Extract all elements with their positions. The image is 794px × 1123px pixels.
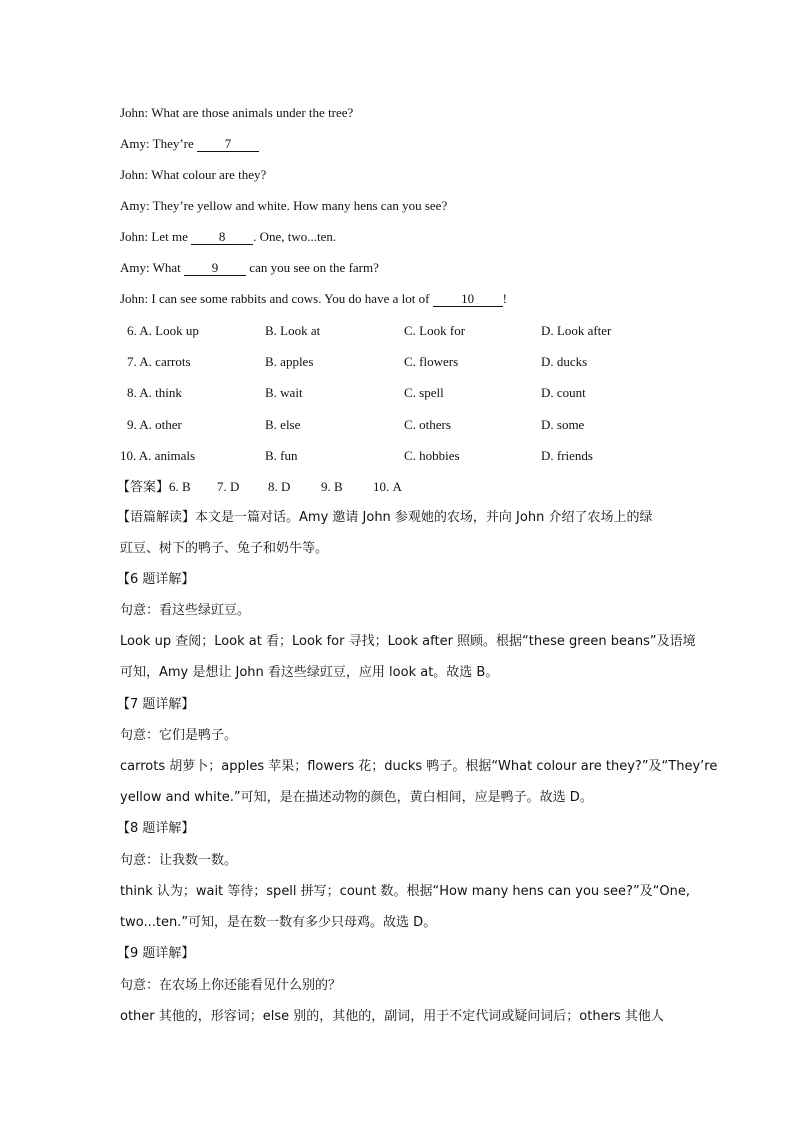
dialogue-text: They’re yellow and white. How many hens can you see? xyxy=(149,198,448,213)
q6-explanation-1 xyxy=(120,633,696,651)
dialogue-text: . One, two...ten. xyxy=(253,229,337,244)
options-row-7 xyxy=(127,353,687,371)
sentence-meaning: 句意：看这些绿豇豆。 xyxy=(120,603,251,618)
blank-number: 9 xyxy=(211,260,219,275)
answer-item: 8. D xyxy=(268,479,291,494)
option-b: B. else xyxy=(265,417,301,432)
reading-line-1 xyxy=(117,509,652,527)
sentence-meaning: 句意：让我数一数。 xyxy=(120,853,238,868)
options-row-9 xyxy=(127,416,687,434)
q6-meaning xyxy=(120,602,250,620)
dialogue-line-1 xyxy=(120,104,353,122)
dialogue-text: What xyxy=(152,260,185,275)
q9-heading xyxy=(117,945,194,963)
explanation-text: carrots 胡萝卜；apples 苹果；flowers 花；ducks 鸭子。根据“What colour are they?”及“They’re xyxy=(120,759,718,774)
dialogue-text: What colour are they? xyxy=(151,167,267,182)
dialogue-line-3 xyxy=(120,166,266,184)
q7-meaning xyxy=(120,727,237,745)
blank-number: 10 xyxy=(461,291,475,306)
option-c: C. others xyxy=(404,417,451,432)
answer-item: 6. B xyxy=(169,479,191,494)
option-b: B. fun xyxy=(265,448,298,463)
option-b: B. wait xyxy=(265,385,303,400)
reading-label: 【语篇解读】 xyxy=(117,510,196,525)
section-heading: 【8 题详解】 xyxy=(117,821,195,836)
dialogue-text: can you see on the farm? xyxy=(246,260,379,275)
dialogue-line-7 xyxy=(120,290,507,308)
sentence-meaning: 句意：在农场上你还能看见什么别的？ xyxy=(120,978,342,993)
option-c: C. spell xyxy=(404,385,444,400)
explanation-text: yellow and white.”可知，是在描述动物的颜色，黄白相间，应是鸭子。故选 D。 xyxy=(120,790,593,805)
speaker: John: xyxy=(120,229,149,244)
section-heading: 【7 题详解】 xyxy=(117,697,195,712)
blank-number: 8 xyxy=(218,229,226,244)
options-row-6 xyxy=(127,322,687,340)
dialogue-text: I can see some rabbits and cows. You do have a lot of xyxy=(151,291,433,306)
answer-label: 【答案】 xyxy=(117,480,170,495)
dialogue-text: What are those animals under the tree? xyxy=(151,105,354,120)
dialogue-line-2 xyxy=(120,135,259,153)
option-a: 6. A. Look up xyxy=(127,323,199,338)
q9-meaning xyxy=(120,977,341,995)
q6-heading xyxy=(117,571,194,589)
option-b: B. Look at xyxy=(265,323,321,338)
option-d: D. friends xyxy=(541,448,593,463)
option-b: B. apples xyxy=(265,354,314,369)
answer-item: 9. B xyxy=(321,479,343,494)
dialogue-line-6 xyxy=(120,259,379,277)
option-a: 7. A. carrots xyxy=(127,354,191,369)
option-c: C. Look for xyxy=(404,323,466,338)
speaker: John: xyxy=(120,291,149,306)
blank-9 xyxy=(184,261,246,276)
options-row-8 xyxy=(127,384,687,402)
speaker: Amy: xyxy=(120,260,150,275)
q7-explanation-1 xyxy=(120,758,717,776)
answer-item: 7. D xyxy=(217,479,240,494)
option-d: D. Look after xyxy=(541,323,612,338)
explanation-text: think 认为；wait 等待；spell 拼写；count 数。根据“How many hens can you see?”及“One, xyxy=(120,884,691,899)
blank-8 xyxy=(191,230,253,245)
q7-heading xyxy=(117,696,194,714)
reading-text: 本文是一篇对话。Amy 邀请 John 参观她的农场，并向 John 介绍了农场上的绿 xyxy=(195,510,653,525)
q8-meaning xyxy=(120,852,237,870)
q8-heading xyxy=(117,820,194,838)
option-c: C. hobbies xyxy=(404,448,460,463)
q8-explanation-2 xyxy=(120,914,436,932)
option-a: 10. A. animals xyxy=(120,448,196,463)
explanation-text: other 其他的，形容词；else 别的，其他的，副词，用于不定代词或疑问词后；others 其他人 xyxy=(120,1009,664,1024)
dialogue-text: Let me xyxy=(151,229,192,244)
option-d: D. ducks xyxy=(541,354,588,369)
dialogue-text: ! xyxy=(502,291,508,306)
blank-number: 7 xyxy=(224,136,232,151)
explanation-text: Look up 查阅；Look at 看；Look for 寻找；Look after 照顾。根据“these green beans”及语境 xyxy=(120,634,696,649)
q8-explanation-1 xyxy=(120,883,690,901)
section-heading: 【6 题详解】 xyxy=(117,572,195,587)
answer-item: 10. A xyxy=(373,479,402,494)
dialogue-line-5 xyxy=(120,228,336,246)
answer-line xyxy=(117,478,402,497)
option-d: D. some xyxy=(541,417,585,432)
option-c: C. flowers xyxy=(404,354,459,369)
sentence-meaning: 句意：它们是鸭子。 xyxy=(120,728,238,743)
explanation-text: two...ten.”可知，是在数一数有多少只母鸡。故选 D。 xyxy=(120,915,437,930)
q7-explanation-2 xyxy=(120,789,593,807)
reading-text: 豇豆、树下的鸭子、兔子和奶牛等。 xyxy=(120,541,329,556)
dialogue-line-4 xyxy=(120,197,447,215)
q6-explanation-2 xyxy=(120,664,498,682)
blank-10 xyxy=(433,292,503,307)
section-heading: 【9 题详解】 xyxy=(117,946,195,961)
option-a: 9. A. other xyxy=(127,417,182,432)
blank-7 xyxy=(197,137,259,152)
dialogue-text: They’re xyxy=(149,136,198,151)
speaker: John: xyxy=(120,105,149,120)
speaker: Amy: xyxy=(120,136,150,151)
speaker: Amy: xyxy=(120,198,150,213)
reading-line-2 xyxy=(120,540,328,558)
q9-explanation-1 xyxy=(120,1008,664,1026)
option-a: 8. A. think xyxy=(127,385,182,400)
option-d: D. count xyxy=(541,385,586,400)
explanation-text: 可知，Amy 是想让 John 看这些绿豇豆，应用 look at。故选 B。 xyxy=(120,665,499,680)
speaker: John: xyxy=(120,167,149,182)
options-row-10 xyxy=(120,447,680,465)
